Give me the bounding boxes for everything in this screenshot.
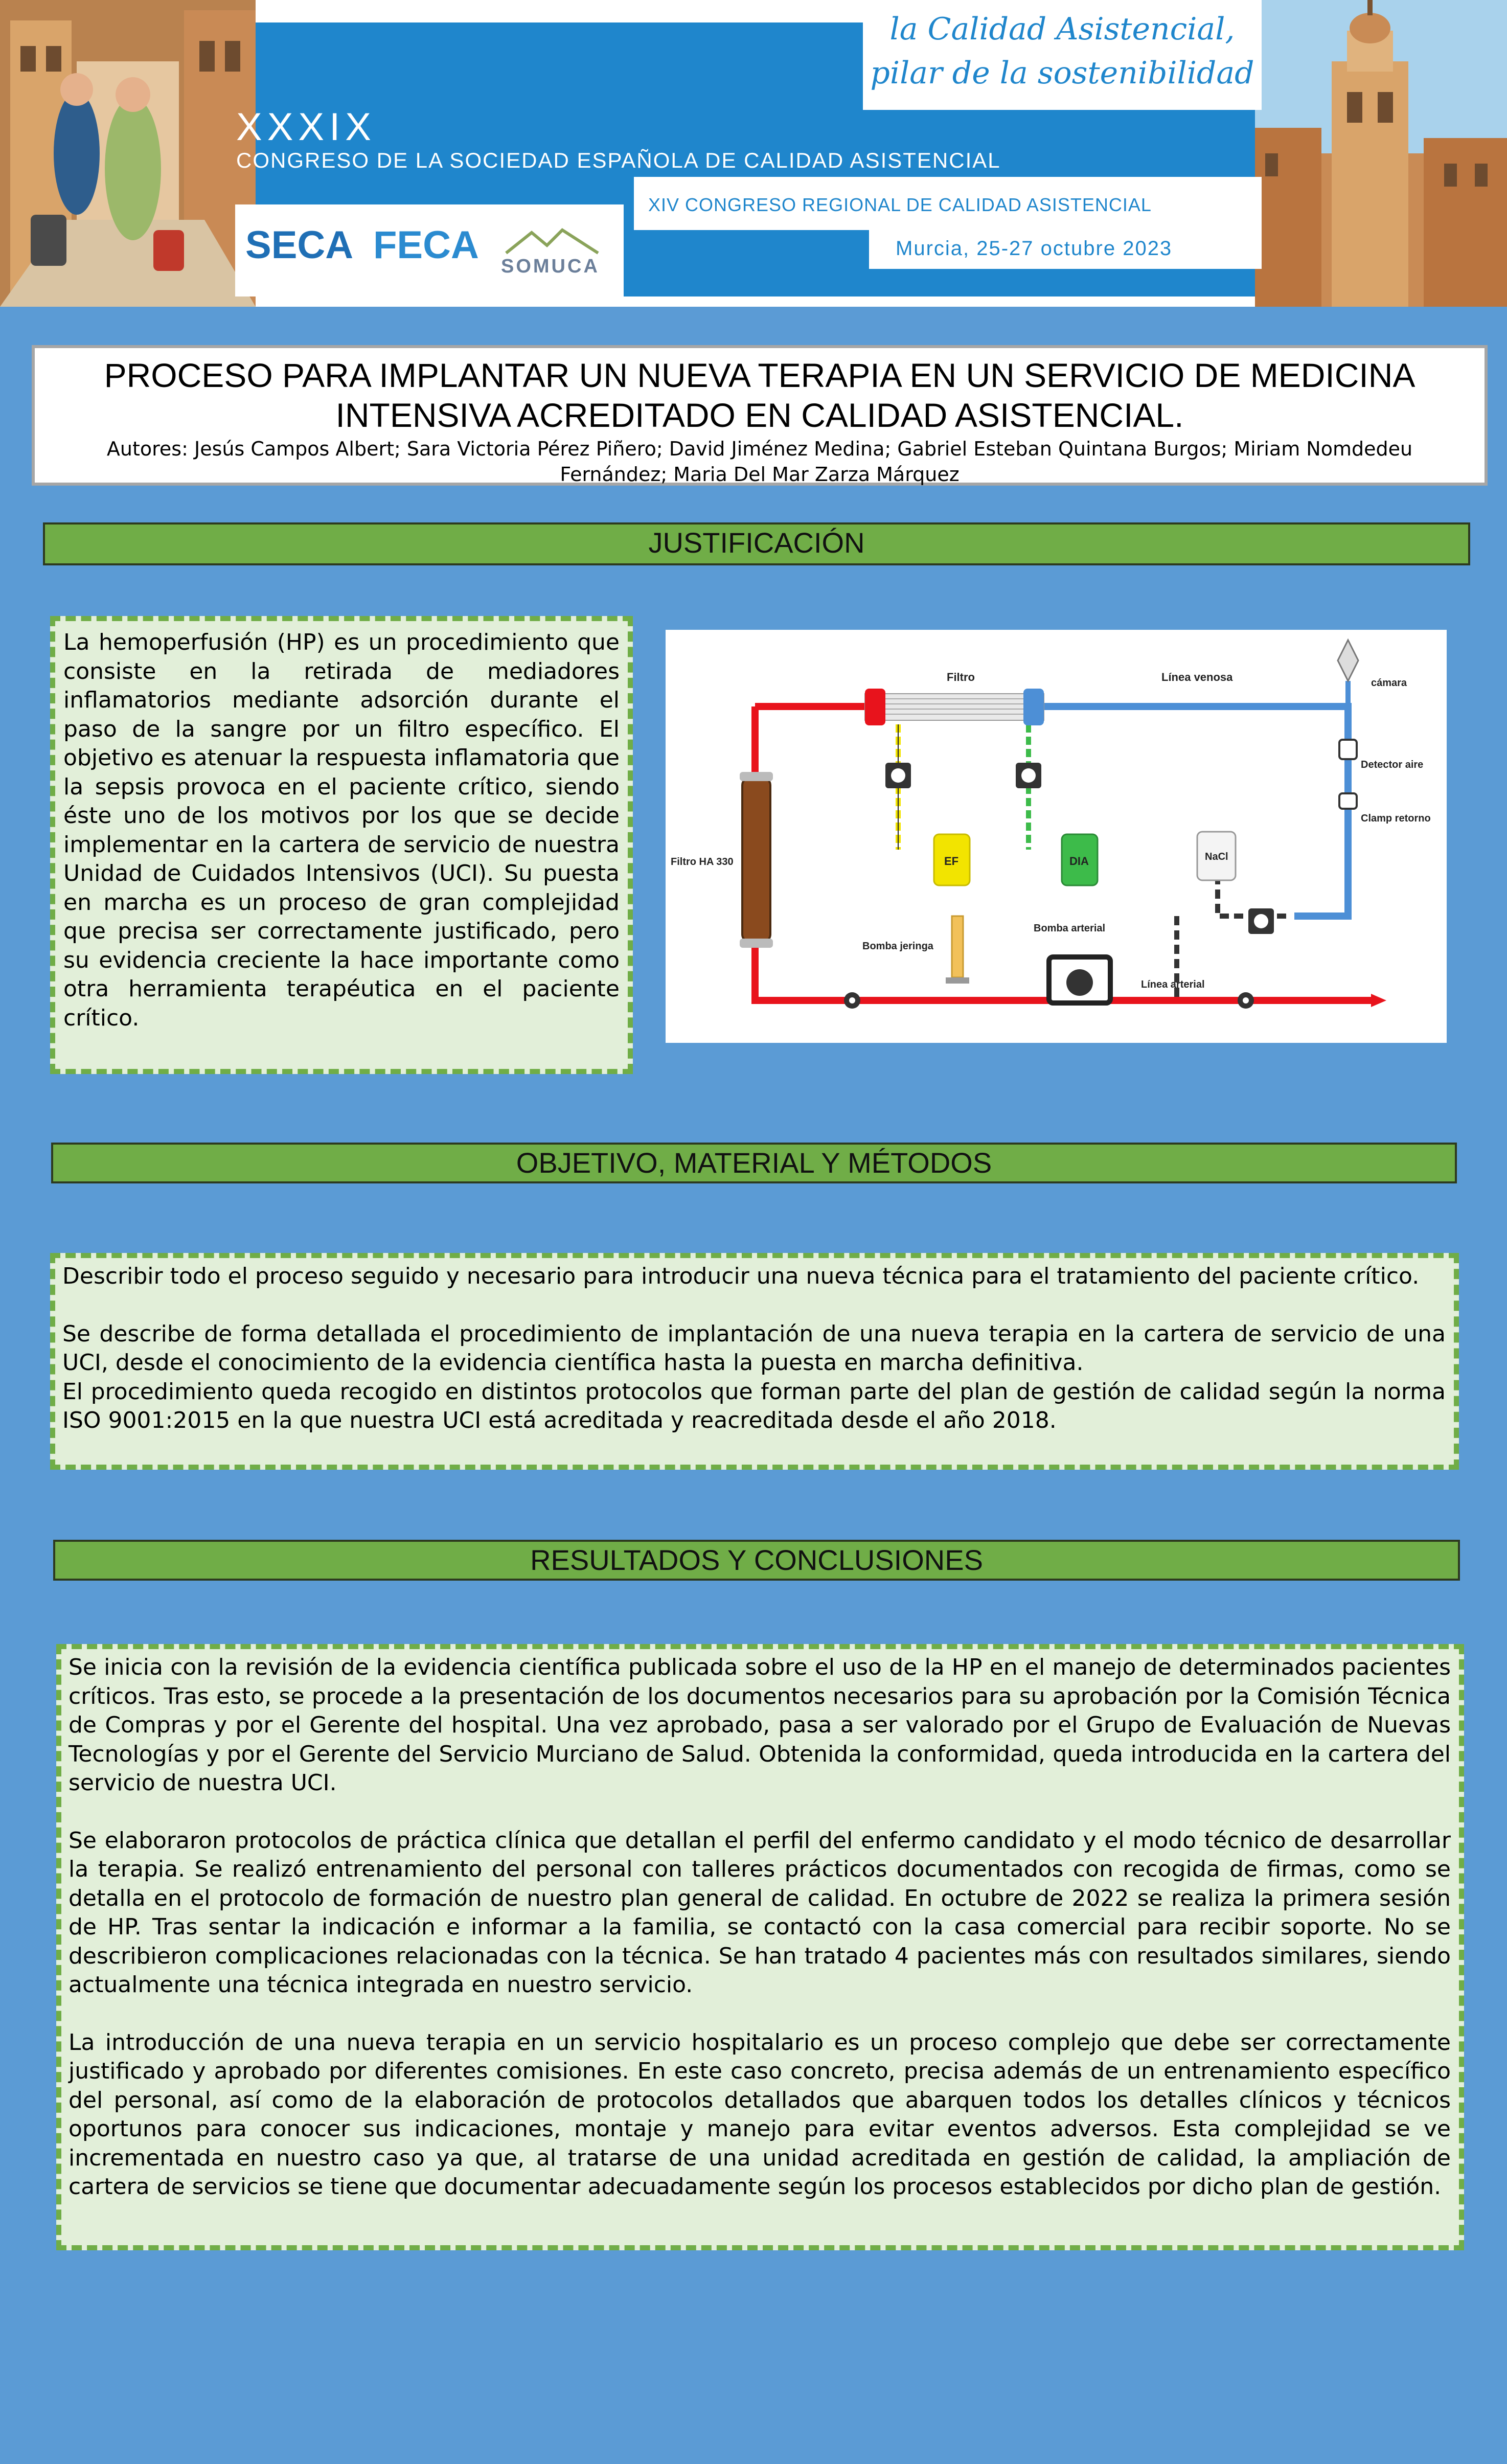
label-filtro-ha: Filtro HA 330 [671,856,734,868]
section-heading-resultados: RESULTADOS Y CONCLUSIONES [53,1540,1460,1581]
label-dia: DIA [1069,855,1089,868]
slogan-line-2: pilar de la sostenibilidad [870,55,1254,91]
resultados-paragraph-3: La introducción de una nueva terapia en un servicio hospitalario es un proceso complejo que debe ser correctamente justificado y aprobado por diferentes comisiones. En este caso concreto, precisa además de un entrenamiento específico del personal, así como de la elaboración de protocolos detallados que abarquen todos los detalles clínicos y técnicos oportunos para conocer sus indicaciones, montaje y manejo para evitar eventos adversos. Esta complejidad se ve incrementada en nuestro caso ya que, al tratarse de una unidad acreditada en gestión de calidad, la ampliación de cartera de servicios se tiene que documentar adecuadamente según los procesos establecidos por dicho plan de gestión. [68,2029,1451,2200]
section-heading-objetivo: OBJETIVO, MATERIAL Y MÉTODOS [51,1143,1457,1183]
congress-number: XXXIX [236,105,376,149]
slogan [863,0,1262,95]
label-bomba-arterial: Bomba arterial [1034,923,1106,934]
objetivo-paragraph-3: El procedimiento queda recogido en distintos protocolos que forman parte del plan de gestión de calidad según la norma ISO 9001:2015 en la que nuestra UCI está acreditada y reacreditada desde el año 2018. [62,1378,1446,1433]
title-line-1: PROCESO PARA IMPLANTAR UN NUEVA TERAPIA EN UN SERVICIO DE MEDICINA [104,356,1415,394]
hemoperfusion-circuit-diagram [666,630,1447,1043]
label-linea-venosa: Línea venosa [1161,671,1233,683]
resultados-text-box [56,1644,1464,2250]
slogan-line-1: la Calidad Asistencial, [889,11,1235,47]
resultados-paragraph-2: Se elaboraron protocolos de práctica clínica que detallan el perfil del enfermo candidato y el modo técnico de desarrollar la terapia. Se realizó entrenamiento del personal con talleres prácticos documentados con recogida de firmas, como se detalla en el protocolo de formación de nuestro plan general de calidad. En octubre de 2022 se realiza la primera sesión de HP. Tras sentar la indicación e informar a la familia, se contactó con la casa comercial para recibir soporte. No se describieron complicaciones relacionadas con la técnica. Se han tratado 4 pacientes más con resultados similares, siendo actualmente una técnica integrada en nuestro servicio. [68,1827,1451,1998]
authors [35,436,1485,487]
title-box [32,345,1488,486]
logos-area [235,204,624,296]
poster-title [35,355,1485,435]
title-line-2: INTENSIVA ACREDITADO EN CALIDAD ASISTENCIAL. [335,396,1184,434]
authors-line-2: Fernández; Maria Del Mar Zarza Márquez [560,463,960,486]
illustration-cathedral [1255,0,1507,307]
congress-name: CONGRESO DE LA SOCIEDAD ESPAÑOLA DE CALIDAD ASISTENCIAL [236,148,1001,172]
objetivo-text-box [50,1253,1459,1470]
objetivo-paragraph-1: Describir todo el proceso seguido y necesario para introducir una nueva técnica para el tratamiento del paciente crítico. [62,1263,1420,1289]
logo-seca: SECA [245,223,354,267]
label-nacl: NaCl [1205,851,1228,862]
label-clamp-retorno: Clamp retorno [1361,813,1431,824]
congress-date: Murcia, 25-27 octubre 2023 [896,237,1173,260]
label-filtro: Filtro [947,671,975,683]
label-bomba-jeringa: Bomba jeringa [862,941,933,952]
section-heading-justificacion: JUSTIFICACIÓN [43,522,1470,565]
label-camara: cámara [1371,677,1407,689]
resultados-paragraph-1: Se inicia con la revisión de la evidencia científica publicada sobre el uso de la HP en el manejo de determinados pacientes críticos. Tras esto, se procede a la presentación de los documentos necesarios para su aprobación por la Comisión Técnica de Compras y por el Gerente del hospital. Una vez aprobado, pasa a ser valorado por el Grupo de Evaluación de Nuevas Tecnologías y por el Gerente del Servicio Murciano de Salud. Obtenida la conformidad, queda introducida en la cartera del servicio de nuestra UCI. [68,1654,1451,1796]
label-linea-arterial: Línea arterial [1141,979,1205,990]
authors-line-1: Autores: Jesús Campos Albert; Sara Victoria Pérez Piñero; David Jiménez Medina; Gabriel Esteban Quintana Burgos; Miriam Nomdedeu [106,438,1413,460]
label-ef: EF [944,855,959,868]
somuca-mountain-icon [501,225,603,256]
slogan-box [863,0,1262,110]
illustration-street-travelers [0,0,256,307]
objetivo-paragraph-2: Se describe de forma detallada el procedimiento de implantación de una nueva terapia en la cartera de servicio de una UCI, desde el conocimiento de la evidencia científica hasta la puesta en marcha definitiva. [62,1320,1446,1376]
label-detector-aire: Detector aire [1361,759,1424,770]
logo-somuca: SOMUCA [501,256,600,277]
justificacion-text: La hemoperfusión (HP) es un procedimiento que consiste en la retirada de mediadores inflamatorios mediante adsorción durante el paso de la sangre por un filtro específico. El objetivo es atenuar la respuesta inflamatoria que la sepsis provoca en el paciente crítico, siendo éste uno de los motivos por los que se decide implementar en la cartera de servicio de nuestra Unidad de Cuidados Intensivos (UCI). Su puesta en marcha es un proceso de gran complejidad que precisa ser correctamente justificado, pero su evidencia creciente la hace importante como otra herramienta terapéutica en el paciente crítico. [63,629,620,1031]
regional-congress: XIV CONGRESO REGIONAL DE CALIDAD ASISTENCIAL [648,194,1152,215]
logo-feca: FECA [373,223,479,267]
banner-bottom-strip [235,296,1262,307]
justificacion-text-box [50,616,633,1074]
